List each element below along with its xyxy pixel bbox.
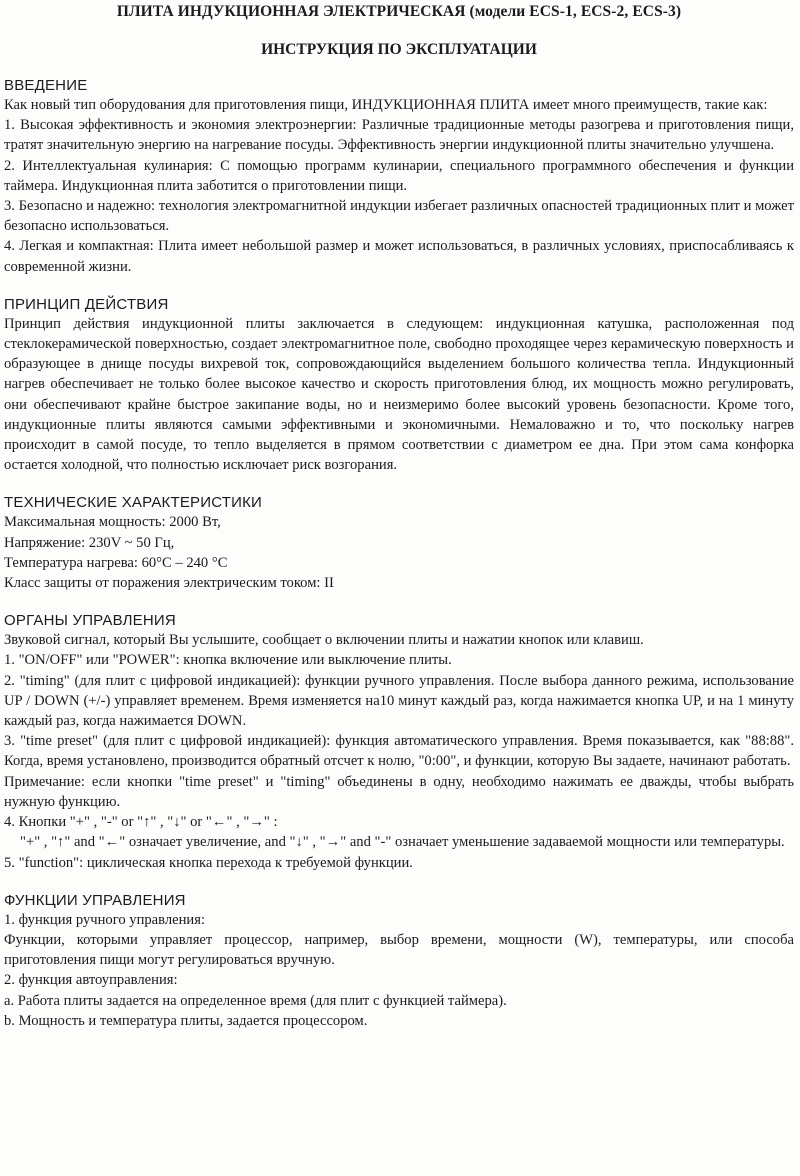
principle-section	[4, 295, 794, 476]
controls-section	[4, 611, 794, 872]
functions-heading: ФУНКЦИИ УПРАВЛЕНИЯ	[4, 891, 186, 909]
functions-item-1: 1. функция ручного управления:	[4, 911, 206, 928]
functions-section	[4, 891, 794, 1031]
functions-item-1-detail: Функции, которыми управляет процессор, например, выбор времени, мощности (W), температуры, или способа приготовления пищи могут регулироваться вручную.	[4, 931, 794, 969]
intro-item-3: 3. Безопасно и надежно: технология электромагнитной индукции избегает различных опасностей традиционных плит и может безопасно использоваться.	[4, 198, 794, 235]
controls-item-2: 2. "timing" (для плит с цифровой индикацией): функции ручного управления. После выбора данного режима, использование UP / DOWN (+/-) управляет временем. Время изменяется на10 минут каждый раз, когда нажимается кнопка UP, и на 1 минуту каждый раз, когда нажимается DOWN.	[4, 672, 794, 730]
controls-heading: ОРГАНЫ УПРАВЛЕНИЯ	[4, 612, 176, 630]
controls-note: Примечание: если кнопки "time preset" и "timing" объединены в одну, необходимо нажимать ее дважды, чтобы выбрать нужную функцию.	[4, 773, 794, 810]
intro-item-2: 2. Интеллектуальная кулинария: С помощью программ кулинарии, специального программного обеспечения и функции таймера. Индукционная плита заботится о приготовлении пищи.	[4, 157, 794, 194]
intro-item-1: 1. Высокая эффективность и экономия электроэнергии: Различные традиционные методы разогрева и приготовления пищи, тратят значительную энергию на нагревание посуды. Эффективность энергии индукционной плиты значительно улучшена.	[4, 117, 794, 154]
specs-heading: ТЕХНИЧЕСКИЕ ХАРАКТЕРИСТИКИ	[4, 494, 263, 512]
principle-paragraph: Принцип действия индукционной плиты заключается в следующем: индукционная катушка, расположенная под стеклокерамической поверхностью, создает электромагнитное поле, свободно проходящее через керамическую поверхность и образующее в днище посуды вихревой ток, сопровождающийся выделением большого количества тепла. Индукционный нагрев обеспечивает не только более высокое качество и скорость приготовления блюд, их мощность можно регулировать, они обеспечивают крайне быстрое закипание воды, но и неизмеримо более высокий уровень безопасности. Кроме того, индукционные плиты являются самыми эффективными и экономичными. Немаловажно и то, что поскольку нагрев происходит в самой посуде, то тепло выделяется в прямом соответствии с диаметром ее дна. При этом сама конфорка остается холодной, что полностью исключает риск возгорания.	[4, 315, 794, 474]
document-subtitle: ИНСТРУКЦИЯ ПО ЭКСПЛУАТАЦИИ	[261, 41, 537, 58]
intro-section	[4, 76, 794, 277]
functions-item-2a: a. Работа плиты задается на определенное время (для плит с функцией таймера).	[4, 992, 507, 1009]
functions-item-2b: b. Мощность и температура плиты, задается процессором.	[4, 1012, 368, 1029]
controls-item-4: 4. Кнопки "+" , "-" or "↑" , "↓" or "←" , "→" :	[4, 814, 278, 831]
principle-heading: ПРИНЦИП ДЕЙСТВИЯ	[4, 295, 169, 313]
document-title: ПЛИТА ИНДУКЦИОННАЯ ЭЛЕКТРИЧЕСКАЯ (модели ECS-1, ECS-2, ECS-3)	[116, 3, 682, 20]
controls-item-5: 5. "function": циклическая кнопка перехода к требуемой функции.	[4, 854, 413, 871]
intro-heading: ВВЕДЕНИЕ	[4, 77, 88, 94]
intro-item-4: 4. Легкая и компактная: Плита имеет небольшой размер и может использоваться, в различных условиях, приспосабливаясь к современной жизни.	[4, 238, 794, 275]
controls-item-3: 3. "time preset" (для плит с цифровой индикацией): функция автоматического управления. Время показывается, как "88:88". Когда, время установлено, производится обратный отсчет к нолю, "0:00", и функции, которую Вы задаете, начинают работать.	[4, 733, 794, 770]
intro-paragraph: Как новый тип оборудования для приготовления пищи, ИНДУКЦИОННАЯ ПЛИТА имеет много преимуществ, такие как:	[4, 97, 768, 113]
spec-protection-class: Класс защиты от поражения электрическим током: II	[4, 575, 334, 592]
controls-item-4-detail: "+" , "↑" and "←" означает увеличение, and "↓" , "→" and "-" означает уменьшение задаваемой мощности или температуры.	[20, 834, 785, 851]
controls-item-1: 1. "ON/OFF" или "POWER": кнопка включение или выключение плиты.	[4, 652, 452, 669]
spec-voltage: Напряжение: 230V ~ 50 Гц,	[4, 534, 175, 551]
controls-intro: Звуковой сигнал, который Вы услышите, сообщает о включении плиты и нажатии кнопок или клавиш.	[4, 632, 644, 649]
spec-power: Максимальная мощность: 2000 Вт,	[4, 514, 221, 531]
functions-item-2: 2. функция автоуправления:	[4, 972, 178, 989]
spec-temperature: Температура нагрева: 60°С – 240 °С	[4, 554, 228, 571]
specs-section	[4, 493, 794, 593]
